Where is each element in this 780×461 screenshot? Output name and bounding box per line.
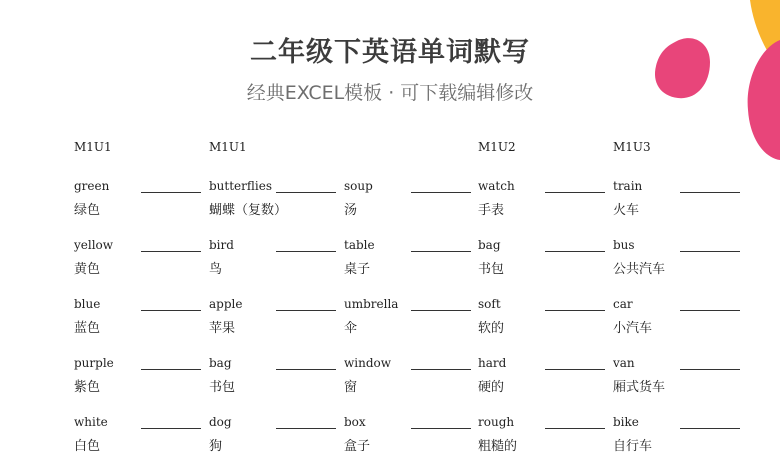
word-entry: [74, 238, 209, 284]
chinese-meaning: 桌子: [344, 262, 371, 277]
word-entry: [478, 415, 613, 461]
word-entry: [344, 179, 479, 225]
word-entry: [613, 356, 748, 402]
english-word: soup: [344, 179, 373, 193]
chinese-meaning: 厢式货车: [613, 380, 666, 395]
page-subtitle: 经典EXCEL模板 · 可下载编辑修改: [246, 82, 534, 104]
answer-blank[interactable]: [411, 192, 471, 193]
english-word: soft: [478, 297, 501, 311]
answer-blank[interactable]: [141, 428, 201, 429]
english-word: purple: [74, 356, 114, 370]
english-word: bag: [478, 238, 501, 252]
word-entry: [74, 179, 209, 225]
word-entry: [344, 238, 479, 284]
english-word: van: [613, 356, 635, 370]
answer-blank[interactable]: [680, 251, 740, 252]
answer-blank[interactable]: [545, 369, 605, 370]
word-entry: [613, 297, 748, 343]
word-entry: [478, 179, 613, 225]
english-word: butterflies: [209, 179, 272, 193]
answer-blank[interactable]: [276, 192, 336, 193]
answer-blank[interactable]: [545, 192, 605, 193]
chinese-meaning: 盒子: [344, 439, 371, 454]
chinese-meaning: 公共汽车: [613, 262, 666, 277]
chinese-meaning: 火车: [613, 203, 640, 218]
word-entry: [478, 297, 613, 343]
answer-blank[interactable]: [276, 428, 336, 429]
english-word: white: [74, 415, 108, 429]
unit-header: M1U2: [478, 140, 516, 154]
answer-blank[interactable]: [276, 251, 336, 252]
english-word: yellow: [74, 238, 114, 252]
chinese-meaning: 书包: [209, 380, 236, 395]
chinese-meaning: 伞: [344, 321, 358, 336]
answer-blank[interactable]: [411, 428, 471, 429]
chinese-meaning: 蝴蝶（复数）: [209, 203, 288, 218]
word-entry: [74, 415, 209, 461]
answer-blank[interactable]: [411, 310, 471, 311]
unit-header: M1U1: [209, 140, 247, 154]
chinese-meaning: 小汽车: [613, 321, 653, 336]
answer-blank[interactable]: [545, 251, 605, 252]
answer-blank[interactable]: [680, 369, 740, 370]
english-word: dog: [209, 415, 232, 429]
answer-blank[interactable]: [680, 310, 740, 311]
chinese-meaning: 窗: [344, 380, 358, 395]
english-word: bus: [613, 238, 635, 252]
english-word: watch: [478, 179, 515, 193]
word-entry: [209, 415, 344, 461]
answer-blank[interactable]: [276, 369, 336, 370]
english-word: apple: [209, 297, 243, 311]
english-word: green: [74, 179, 110, 193]
chinese-meaning: 绿色: [74, 203, 101, 218]
english-word: bike: [613, 415, 639, 429]
answer-blank[interactable]: [545, 310, 605, 311]
word-entry: [613, 238, 748, 284]
english-word: car: [613, 297, 633, 311]
chinese-meaning: 蓝色: [74, 321, 101, 336]
chinese-meaning: 鸟: [209, 262, 223, 277]
page-title: 二年级下英语单词默写: [250, 37, 530, 68]
answer-blank[interactable]: [411, 369, 471, 370]
answer-blank[interactable]: [141, 310, 201, 311]
english-word: window: [344, 356, 392, 370]
chinese-meaning: 粗糙的: [478, 439, 518, 454]
chinese-meaning: 苹果: [209, 321, 236, 336]
answer-blank[interactable]: [141, 251, 201, 252]
english-word: bag: [209, 356, 232, 370]
word-entry: [344, 356, 479, 402]
word-entry: [613, 415, 748, 461]
answer-blank[interactable]: [141, 369, 201, 370]
english-word: hard: [478, 356, 507, 370]
english-word: table: [344, 238, 375, 252]
chinese-meaning: 紫色: [74, 380, 101, 395]
answer-blank[interactable]: [141, 192, 201, 193]
chinese-meaning: 汤: [344, 203, 358, 218]
answer-blank[interactable]: [545, 428, 605, 429]
english-word: train: [613, 179, 643, 193]
chinese-meaning: 自行车: [613, 439, 653, 454]
answer-blank[interactable]: [411, 251, 471, 252]
chinese-meaning: 白色: [74, 439, 101, 454]
chinese-meaning: 硬的: [478, 380, 505, 395]
word-entry: [613, 179, 748, 225]
english-word: blue: [74, 297, 101, 311]
answer-blank[interactable]: [680, 428, 740, 429]
word-entry: [344, 415, 479, 461]
chinese-meaning: 书包: [478, 262, 505, 277]
word-entry: [478, 356, 613, 402]
english-word: umbrella: [344, 297, 399, 311]
chinese-meaning: 黄色: [74, 262, 101, 277]
word-entry: [209, 179, 344, 225]
english-word: box: [344, 415, 366, 429]
chinese-meaning: 软的: [478, 321, 505, 336]
chinese-meaning: 手表: [478, 203, 505, 218]
answer-blank[interactable]: [680, 192, 740, 193]
word-entry: [74, 297, 209, 343]
unit-header: M1U3: [613, 140, 651, 154]
chinese-meaning: 狗: [209, 439, 223, 454]
english-word: rough: [478, 415, 515, 429]
word-entry: [344, 297, 479, 343]
word-entry: [74, 356, 209, 402]
english-word: bird: [209, 238, 234, 252]
word-entry: [478, 238, 613, 284]
word-entry: [209, 238, 344, 284]
word-entry: [209, 297, 344, 343]
word-entry: [209, 356, 344, 402]
unit-header: M1U1: [74, 140, 112, 154]
answer-blank[interactable]: [276, 310, 336, 311]
